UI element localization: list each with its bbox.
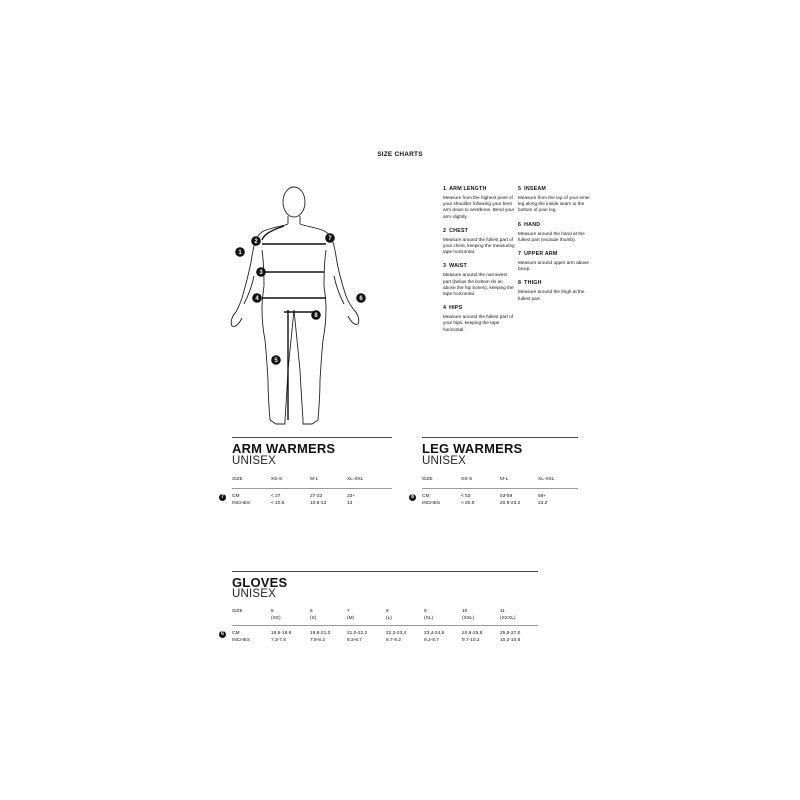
leg-warmers-cm-xs-s: < 53 [461, 494, 471, 499]
gloves-alt-l: (L) [386, 616, 392, 621]
instruction-hand: 6 HAND Measure around the hand at the fullest part (exclude thumb). [518, 221, 585, 242]
arm-warmers-inches-xl-xxl: 13 [347, 501, 353, 506]
body-measurement-figure [218, 180, 383, 430]
leg-warmers-marker: 8 [409, 494, 416, 501]
gloves-marker: 6 [219, 631, 226, 638]
arm-warmers-header-m-l: M-L [310, 477, 319, 482]
gloves-cm-8: 22,2-23,4 [386, 631, 407, 636]
instruction-arm-length: 1 ARM LENGTH Measure from the highest point of your shoulder following your bent arm down to wristbone. Bend your arm slightly. [443, 186, 515, 219]
gloves-top-rule [232, 571, 538, 572]
arm-warmers-inches-label: INCHES [232, 501, 251, 506]
instruction-upper-arm: 7 UPPER ARM Measure around upper arm above bicep. [518, 251, 589, 272]
leg-warmers-inches-m-l: 20.9-23.2 [500, 501, 521, 506]
gloves-alt-xl: (XL) [424, 616, 434, 621]
gloves-rule [232, 625, 538, 626]
arm-warmers-header-xl-xxl: XL-XXL [347, 477, 364, 482]
arm-warmers-rule [232, 488, 392, 489]
leg-warmers-subtitle: UNISEX [422, 455, 467, 467]
marker-3 [256, 267, 266, 277]
leg-warmers-inches-xs-s: < 20.9 [461, 501, 475, 506]
marker-6 [356, 293, 366, 303]
gloves-cm-6: 19,8-21,0 [310, 631, 331, 636]
arm-warmers-marker: 7 [219, 494, 226, 501]
arm-warmers-header-size: SIZE [232, 477, 243, 482]
instruction-hips: 4 HIPS Measure around the fullest part of your hips, keeping the tape horizontal. [443, 305, 514, 332]
gloves-cm-9: 23,4-24,6 [424, 631, 445, 636]
gloves-cm-7: 21,0-22,2 [347, 631, 368, 636]
leg-warmers-header-m-l: M-L [500, 477, 509, 482]
svg-text:4: 4 [255, 296, 259, 302]
marker-7 [325, 233, 335, 243]
leg-warmers-rule [422, 488, 578, 489]
gloves-alt-xs: (XS) [271, 616, 281, 621]
arm-warmers-header-xs-s: XS-S [271, 477, 283, 482]
gloves-header-9: 9 [424, 609, 427, 614]
marker-4 [252, 293, 262, 303]
instruction-thigh: 8 THIGH Measure around the thigh at the fullest part. [518, 280, 585, 301]
leg-warmers-cm-label: CM [422, 494, 430, 499]
gloves-header-7: 7 [347, 609, 350, 614]
marker-2 [251, 236, 261, 246]
gloves-header-8: 8 [386, 609, 389, 614]
leg-warmers-inches-label: INCHES [422, 501, 441, 506]
gloves-header-5: 5 [271, 609, 274, 614]
arm-warmers-subtitle: UNISEX [232, 455, 277, 467]
gloves-inches-8: 8.7-9.2 [386, 638, 401, 643]
marker-8 [311, 310, 321, 320]
gloves-alt-xxxl: (XXXL) [500, 616, 516, 621]
svg-text:3: 3 [259, 270, 263, 276]
gloves-cm-label: CM [232, 631, 240, 636]
svg-text:1: 1 [238, 250, 242, 256]
svg-text:2: 2 [254, 239, 258, 245]
gloves-header-10: 10 [462, 609, 468, 614]
leg-warmers-header-size: SIZE [422, 477, 433, 482]
leg-warmers-header-xs-s: XS-S [461, 477, 473, 482]
gloves-alt-s: (S) [310, 616, 317, 621]
gloves-inches-10: 9.7-10.2 [462, 638, 480, 643]
leg-warmers-title: LEG WARMERS [422, 441, 523, 456]
gloves-inches-label: INCHES [232, 638, 251, 643]
instruction-waist: 3 WAIST Measure around the narrowest part (below the bottom rib an above the hip bones), keeping the tape horizontal. [443, 263, 514, 297]
gloves-subtitle: UNISEX [232, 588, 277, 600]
arm-warmers-inches-xs-s: < 10.5 [271, 501, 285, 506]
gloves-cm-5: 18,6-19,8 [271, 631, 292, 636]
gloves-title: GLOVES [232, 575, 288, 590]
gloves-header-11: 11 [500, 609, 505, 614]
gloves-header-6: 6 [310, 609, 313, 614]
page-title: SIZE CHARTS [377, 151, 423, 158]
gloves-alt-m: (M) [347, 616, 355, 621]
gloves-inches-6: 7.8-8.3 [310, 638, 325, 643]
gloves-alt-xxl: (XXL) [462, 616, 475, 621]
marker-5 [271, 355, 281, 365]
gloves-inches-7: 8.3-8.7 [347, 638, 362, 643]
gloves-header-size: SIZE [232, 609, 243, 614]
leg-warmers-cm-m-l: 53-59 [500, 494, 513, 499]
svg-text:5: 5 [274, 358, 278, 364]
gloves-inches-5: 7.3-7.8 [271, 638, 286, 643]
gloves-cm-11: 25,8-27,0 [500, 631, 521, 636]
instruction-chest: 2 CHEST Measure around the fullest part of your chest, keeping the measuring tape horizontal. [443, 227, 515, 255]
gloves-cm-10: 24,6-25,8 [462, 631, 483, 636]
arm-warmers-title: ARM WARMERS [232, 441, 336, 456]
leg-warmers-top-rule [422, 437, 578, 438]
leg-warmers-header-xl-xxl: XL-XXL [538, 477, 555, 482]
leg-warmers-inches-xl-xxl: 23.2 [538, 501, 548, 506]
leg-warmers-cm-xl-xxl: 59+ [538, 494, 547, 499]
marker-1 [235, 247, 245, 257]
svg-text:8: 8 [314, 313, 318, 319]
svg-text:6: 6 [359, 296, 363, 302]
instructions-column-1 [443, 186, 515, 341]
arm-warmers-cm-xl-xxl: 33+ [347, 494, 356, 499]
arm-warmers-cm-xs-s: < 27 [271, 494, 281, 499]
instruction-inseam: 5 INSEAM Measure from the top of your inner leg along the inside seam to the bottom of your leg. [518, 186, 590, 213]
instructions-column-2 [518, 186, 590, 310]
arm-warmers-cm-label: CM [232, 494, 240, 499]
arm-warmers-cm-m-l: 27-33 [310, 494, 323, 499]
gloves-inches-11: 10.2-10.6 [500, 638, 521, 643]
svg-text:7: 7 [328, 236, 332, 242]
gloves-inches-9: 9.2-9.7 [424, 638, 439, 643]
arm-warmers-top-rule [232, 437, 392, 438]
arm-warmers-inches-m-l: 10.5-13 [310, 501, 327, 506]
